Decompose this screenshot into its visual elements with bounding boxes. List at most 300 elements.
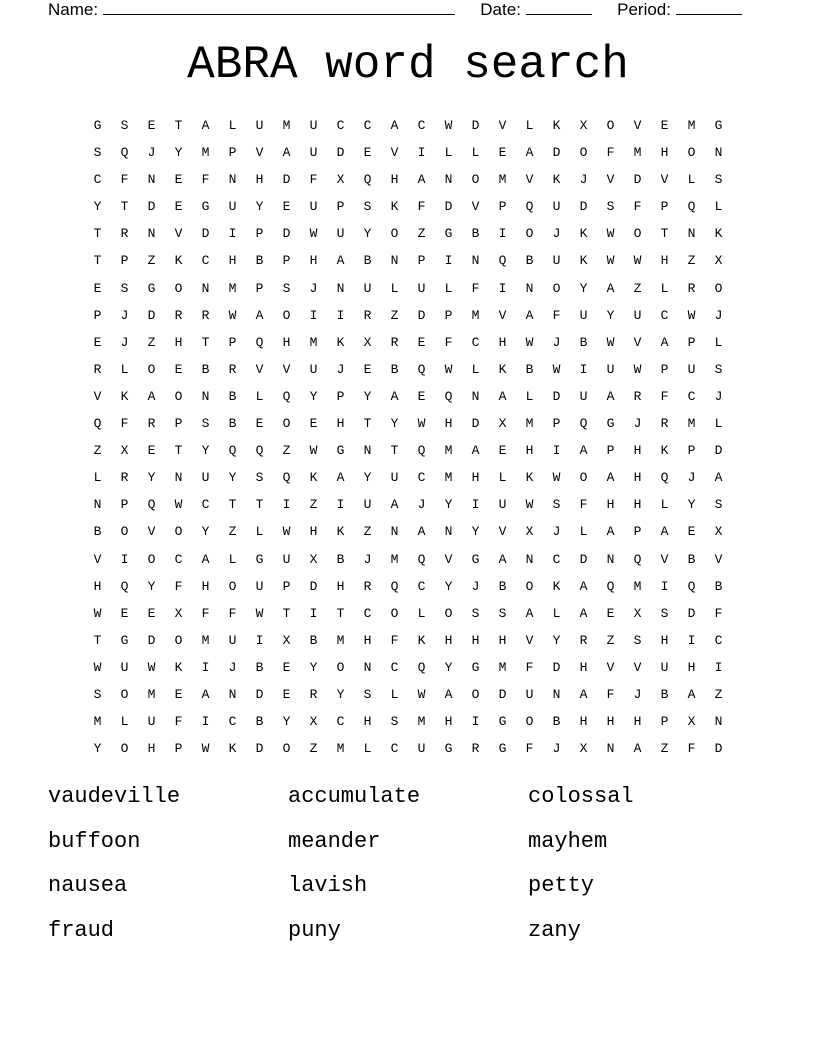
grid-letter[interactable]: D <box>201 226 210 242</box>
grid-letter[interactable]: E <box>363 361 372 377</box>
grid-letter[interactable]: A <box>201 118 210 133</box>
grid-letter[interactable]: D <box>417 307 426 323</box>
grid-letter[interactable]: N <box>687 226 696 242</box>
grid-letter[interactable]: B <box>201 361 210 377</box>
grid-letter[interactable]: A <box>525 605 534 621</box>
grid-letter[interactable]: H <box>444 416 453 432</box>
grid-letter[interactable]: A <box>660 334 669 350</box>
grid-letter[interactable]: L <box>390 280 399 296</box>
grid-letter[interactable]: Y <box>309 388 318 404</box>
grid-letter[interactable]: H <box>660 145 669 161</box>
grid-letter[interactable]: I <box>417 145 426 161</box>
grid-letter[interactable]: F <box>660 388 669 404</box>
grid-letter[interactable]: D <box>552 659 561 675</box>
grid-letter[interactable]: D <box>471 118 480 133</box>
grid-letter[interactable]: C <box>201 497 210 513</box>
grid-letter[interactable]: F <box>687 741 696 757</box>
grid-letter[interactable]: H <box>471 470 480 486</box>
grid-letter[interactable]: Q <box>228 443 237 459</box>
grid-letter[interactable]: Y <box>444 659 453 675</box>
grid-letter[interactable]: V <box>282 361 291 377</box>
grid-letter[interactable]: D <box>255 686 264 702</box>
grid-letter[interactable]: K <box>552 118 561 133</box>
grid-letter[interactable]: U <box>228 632 237 648</box>
grid-letter[interactable]: O <box>579 145 588 161</box>
grid-letter[interactable]: Q <box>255 334 264 350</box>
grid-letter[interactable]: J <box>714 307 723 323</box>
grid-letter[interactable]: L <box>228 551 237 567</box>
grid-letter[interactable]: J <box>363 551 372 567</box>
name-blank[interactable] <box>103 0 455 15</box>
grid-letter[interactable]: L <box>552 605 561 621</box>
grid-letter[interactable]: V <box>606 659 615 675</box>
grid-letter[interactable]: L <box>255 524 264 540</box>
grid-letter[interactable]: K <box>174 253 183 269</box>
grid-letter[interactable]: B <box>228 388 237 404</box>
grid-letter[interactable]: Q <box>93 416 102 432</box>
grid-letter[interactable]: U <box>417 280 426 296</box>
grid-letter[interactable]: B <box>255 714 264 730</box>
grid-letter[interactable]: M <box>309 334 318 350</box>
grid-letter[interactable]: V <box>714 551 723 567</box>
grid-letter[interactable]: H <box>606 714 615 730</box>
grid-letter[interactable]: A <box>498 388 507 404</box>
grid-letter[interactable]: P <box>93 307 102 323</box>
grid-letter[interactable]: D <box>147 199 156 215</box>
grid-letter[interactable]: F <box>606 686 615 702</box>
grid-letter[interactable]: L <box>714 416 723 432</box>
grid-letter[interactable]: I <box>282 497 291 513</box>
grid-letter[interactable]: U <box>147 714 156 730</box>
grid-letter[interactable]: O <box>606 118 615 133</box>
grid-letter[interactable]: Y <box>363 226 372 242</box>
grid-letter[interactable]: D <box>687 605 696 621</box>
grid-letter[interactable]: G <box>120 632 129 648</box>
grid-letter[interactable]: L <box>390 686 399 702</box>
grid-letter[interactable]: A <box>336 470 345 486</box>
grid-letter[interactable]: S <box>606 199 615 215</box>
grid-letter[interactable]: F <box>525 741 534 757</box>
grid-letter[interactable]: N <box>444 172 453 188</box>
grid-letter[interactable]: U <box>633 307 642 323</box>
grid-letter[interactable]: H <box>579 659 588 675</box>
grid-letter[interactable]: B <box>579 334 588 350</box>
grid-letter[interactable]: A <box>579 443 588 459</box>
grid-letter[interactable]: F <box>606 145 615 161</box>
grid-letter[interactable]: A <box>633 741 642 757</box>
grid-letter[interactable]: E <box>282 686 291 702</box>
grid-letter[interactable]: S <box>390 714 399 730</box>
grid-letter[interactable]: W <box>606 334 615 350</box>
grid-letter[interactable]: F <box>174 714 183 730</box>
grid-letter[interactable]: P <box>228 145 237 161</box>
grid-letter[interactable]: A <box>282 145 291 161</box>
grid-letter[interactable]: Q <box>363 172 372 188</box>
grid-letter[interactable]: F <box>417 199 426 215</box>
grid-letter[interactable]: Y <box>687 497 696 513</box>
grid-letter[interactable]: F <box>714 605 723 621</box>
grid-letter[interactable]: U <box>498 497 507 513</box>
grid-letter[interactable]: B <box>660 686 669 702</box>
grid-letter[interactable]: W <box>525 497 534 513</box>
grid-letter[interactable]: H <box>93 578 102 594</box>
grid-letter[interactable]: Q <box>282 388 291 404</box>
grid-letter[interactable]: P <box>255 280 264 296</box>
grid-letter[interactable]: I <box>201 659 210 675</box>
grid-letter[interactable]: A <box>525 145 534 161</box>
grid-letter[interactable]: X <box>174 605 183 621</box>
grid-letter[interactable]: K <box>336 524 345 540</box>
grid-letter[interactable]: Y <box>309 659 318 675</box>
grid-letter[interactable]: H <box>228 253 237 269</box>
grid-letter[interactable]: Y <box>363 388 372 404</box>
grid-letter[interactable]: A <box>390 497 399 513</box>
grid-letter[interactable]: N <box>714 714 723 730</box>
grid-letter[interactable]: D <box>714 443 723 459</box>
grid-letter[interactable]: W <box>93 659 102 675</box>
grid-letter[interactable]: K <box>174 659 183 675</box>
grid-letter[interactable]: L <box>93 470 102 486</box>
grid-letter[interactable]: O <box>525 578 534 594</box>
grid-letter[interactable]: F <box>309 172 318 188</box>
grid-letter[interactable]: D <box>579 551 588 567</box>
grid-letter[interactable]: J <box>687 470 696 486</box>
grid-letter[interactable]: D <box>255 741 264 757</box>
grid-letter[interactable]: Z <box>606 632 615 648</box>
grid-letter[interactable]: E <box>255 416 264 432</box>
grid-letter[interactable]: F <box>201 605 210 621</box>
grid-letter[interactable]: K <box>417 632 426 648</box>
grid-letter[interactable]: H <box>633 714 642 730</box>
grid-letter[interactable]: P <box>255 226 264 242</box>
grid-letter[interactable]: V <box>525 172 534 188</box>
grid-letter[interactable]: G <box>255 551 264 567</box>
grid-letter[interactable]: S <box>633 632 642 648</box>
grid-letter[interactable]: E <box>498 145 507 161</box>
grid-letter[interactable]: S <box>120 280 129 296</box>
grid-letter[interactable]: P <box>606 443 615 459</box>
grid-letter[interactable]: P <box>174 741 183 757</box>
grid-letter[interactable]: N <box>714 145 723 161</box>
grid-letter[interactable]: U <box>552 199 561 215</box>
grid-letter[interactable]: G <box>606 416 615 432</box>
grid-letter[interactable]: L <box>714 334 723 350</box>
grid-letter[interactable]: Y <box>147 470 156 486</box>
grid-letter[interactable]: K <box>228 741 237 757</box>
grid-letter[interactable]: U <box>120 659 129 675</box>
grid-letter[interactable]: N <box>147 226 156 242</box>
grid-letter[interactable]: O <box>714 280 723 296</box>
grid-letter[interactable]: H <box>363 714 372 730</box>
grid-letter[interactable]: P <box>660 361 669 377</box>
grid-letter[interactable]: O <box>174 632 183 648</box>
grid-letter[interactable]: X <box>714 253 723 269</box>
grid-letter[interactable]: G <box>147 280 156 296</box>
grid-letter[interactable]: C <box>660 307 669 323</box>
grid-letter[interactable]: V <box>633 659 642 675</box>
grid-letter[interactable]: E <box>120 605 129 621</box>
grid-letter[interactable]: M <box>687 416 696 432</box>
grid-letter[interactable]: F <box>201 172 210 188</box>
grid-letter[interactable]: F <box>633 199 642 215</box>
grid-letter[interactable]: I <box>444 253 453 269</box>
grid-letter[interactable]: I <box>255 632 264 648</box>
grid-letter[interactable]: U <box>579 388 588 404</box>
grid-letter[interactable]: H <box>255 172 264 188</box>
grid-letter[interactable]: A <box>606 524 615 540</box>
grid-letter[interactable]: I <box>714 659 723 675</box>
grid-letter[interactable]: S <box>552 497 561 513</box>
grid-letter[interactable]: O <box>120 524 129 540</box>
grid-letter[interactable]: M <box>201 145 210 161</box>
grid-letter[interactable]: H <box>444 632 453 648</box>
grid-letter[interactable]: E <box>498 443 507 459</box>
grid-letter[interactable]: H <box>309 524 318 540</box>
grid-letter[interactable]: Q <box>687 578 696 594</box>
grid-letter[interactable]: H <box>390 172 399 188</box>
grid-letter[interactable]: N <box>201 280 210 296</box>
grid-letter[interactable]: X <box>363 334 372 350</box>
grid-letter[interactable]: U <box>309 118 318 133</box>
grid-letter[interactable]: R <box>309 686 318 702</box>
grid-letter[interactable]: L <box>579 524 588 540</box>
grid-letter[interactable]: G <box>714 118 723 133</box>
grid-letter[interactable]: B <box>336 551 345 567</box>
grid-letter[interactable]: P <box>687 443 696 459</box>
grid-letter[interactable]: O <box>390 226 399 242</box>
grid-letter[interactable]: E <box>417 334 426 350</box>
grid-letter[interactable]: P <box>687 334 696 350</box>
grid-letter[interactable]: W <box>525 334 534 350</box>
grid-letter[interactable]: A <box>525 307 534 323</box>
grid-letter[interactable]: R <box>120 226 129 242</box>
grid-letter[interactable]: F <box>120 416 129 432</box>
grid-letter[interactable]: Z <box>390 307 399 323</box>
grid-letter[interactable]: U <box>363 280 372 296</box>
grid-letter[interactable]: N <box>525 551 534 567</box>
grid-letter[interactable]: E <box>147 605 156 621</box>
grid-letter[interactable]: Z <box>714 686 723 702</box>
grid-letter[interactable]: N <box>444 524 453 540</box>
grid-letter[interactable]: X <box>309 714 318 730</box>
grid-letter[interactable]: Z <box>633 280 642 296</box>
grid-letter[interactable]: L <box>471 145 480 161</box>
grid-letter[interactable]: X <box>498 416 507 432</box>
grid-letter[interactable]: L <box>525 118 534 133</box>
grid-letter[interactable]: A <box>687 686 696 702</box>
grid-letter[interactable]: D <box>714 741 723 757</box>
grid-letter[interactable]: I <box>687 632 696 648</box>
grid-letter[interactable]: H <box>525 443 534 459</box>
grid-letter[interactable]: W <box>633 253 642 269</box>
grid-letter[interactable]: I <box>471 497 480 513</box>
grid-letter[interactable]: N <box>363 659 372 675</box>
grid-letter[interactable]: N <box>390 524 399 540</box>
grid-letter[interactable]: N <box>606 741 615 757</box>
grid-letter[interactable]: M <box>93 714 102 730</box>
grid-letter[interactable]: G <box>201 199 210 215</box>
grid-letter[interactable]: A <box>444 686 453 702</box>
grid-letter[interactable]: C <box>714 632 723 648</box>
grid-letter[interactable]: O <box>228 578 237 594</box>
grid-letter[interactable]: Q <box>390 578 399 594</box>
grid-letter[interactable]: O <box>390 605 399 621</box>
grid-letter[interactable]: X <box>120 443 129 459</box>
grid-letter[interactable]: I <box>498 280 507 296</box>
grid-letter[interactable]: E <box>147 443 156 459</box>
grid-letter[interactable]: O <box>552 280 561 296</box>
grid-letter[interactable]: H <box>282 334 291 350</box>
grid-letter[interactable]: C <box>390 741 399 757</box>
grid-letter[interactable]: H <box>633 470 642 486</box>
grid-letter[interactable]: E <box>93 280 102 296</box>
grid-letter[interactable]: O <box>120 686 129 702</box>
grid-letter[interactable]: U <box>525 686 534 702</box>
grid-letter[interactable]: O <box>147 361 156 377</box>
grid-letter[interactable]: M <box>390 551 399 567</box>
grid-letter[interactable]: A <box>417 172 426 188</box>
grid-letter[interactable]: J <box>228 659 237 675</box>
grid-letter[interactable]: W <box>552 470 561 486</box>
grid-letter[interactable]: T <box>174 118 183 133</box>
grid-letter[interactable]: L <box>363 741 372 757</box>
grid-letter[interactable]: B <box>498 578 507 594</box>
grid-letter[interactable]: W <box>417 686 426 702</box>
grid-letter[interactable]: B <box>525 361 534 377</box>
grid-letter[interactable]: A <box>390 388 399 404</box>
grid-letter[interactable]: R <box>363 307 372 323</box>
grid-letter[interactable]: T <box>660 226 669 242</box>
grid-letter[interactable]: P <box>120 253 129 269</box>
grid-letter[interactable]: O <box>687 145 696 161</box>
grid-letter[interactable]: O <box>471 686 480 702</box>
grid-letter[interactable]: C <box>552 551 561 567</box>
grid-letter[interactable]: Q <box>282 470 291 486</box>
grid-letter[interactable]: W <box>417 416 426 432</box>
grid-letter[interactable]: P <box>282 253 291 269</box>
grid-letter[interactable]: D <box>444 199 453 215</box>
grid-letter[interactable]: Y <box>93 741 102 757</box>
grid-letter[interactable]: N <box>336 280 345 296</box>
grid-letter[interactable]: N <box>201 388 210 404</box>
grid-letter[interactable]: B <box>390 361 399 377</box>
grid-letter[interactable]: C <box>174 551 183 567</box>
grid-letter[interactable]: S <box>363 199 372 215</box>
grid-letter[interactable]: D <box>309 578 318 594</box>
grid-letter[interactable]: M <box>498 172 507 188</box>
period-blank[interactable] <box>676 0 742 15</box>
grid-letter[interactable]: E <box>687 524 696 540</box>
grid-letter[interactable]: Y <box>174 145 183 161</box>
grid-letter[interactable]: O <box>633 226 642 242</box>
grid-letter[interactable]: M <box>282 118 291 133</box>
grid-letter[interactable]: Q <box>255 443 264 459</box>
grid-letter[interactable]: L <box>444 280 453 296</box>
grid-letter[interactable]: O <box>336 659 345 675</box>
grid-letter[interactable]: R <box>363 578 372 594</box>
grid-letter[interactable]: P <box>417 253 426 269</box>
grid-letter[interactable]: N <box>606 551 615 567</box>
grid-letter[interactable]: U <box>363 497 372 513</box>
grid-letter[interactable]: C <box>390 659 399 675</box>
grid-letter[interactable]: P <box>174 416 183 432</box>
grid-letter[interactable]: R <box>147 416 156 432</box>
grid-letter[interactable]: V <box>498 307 507 323</box>
grid-letter[interactable]: P <box>552 416 561 432</box>
grid-letter[interactable]: F <box>579 497 588 513</box>
grid-letter[interactable]: A <box>660 524 669 540</box>
grid-letter[interactable]: J <box>417 497 426 513</box>
grid-letter[interactable]: V <box>525 632 534 648</box>
grid-letter[interactable]: S <box>93 686 102 702</box>
grid-letter[interactable]: M <box>633 145 642 161</box>
date-blank[interactable] <box>526 0 592 15</box>
grid-letter[interactable]: Q <box>633 551 642 567</box>
grid-letter[interactable]: K <box>552 172 561 188</box>
grid-letter[interactable]: A <box>201 686 210 702</box>
grid-letter[interactable]: W <box>606 226 615 242</box>
grid-letter[interactable]: L <box>471 361 480 377</box>
grid-letter[interactable]: E <box>660 118 669 133</box>
grid-letter[interactable]: V <box>147 524 156 540</box>
grid-letter[interactable]: H <box>633 497 642 513</box>
grid-letter[interactable]: R <box>579 632 588 648</box>
grid-letter[interactable]: M <box>498 659 507 675</box>
grid-letter[interactable]: U <box>255 578 264 594</box>
grid-letter[interactable]: W <box>687 307 696 323</box>
grid-letter[interactable]: L <box>255 388 264 404</box>
grid-letter[interactable]: V <box>633 334 642 350</box>
grid-letter[interactable]: X <box>714 524 723 540</box>
grid-letter[interactable]: A <box>606 388 615 404</box>
grid-letter[interactable]: G <box>498 714 507 730</box>
grid-letter[interactable]: C <box>336 714 345 730</box>
grid-letter[interactable]: L <box>498 470 507 486</box>
grid-letter[interactable]: O <box>444 605 453 621</box>
grid-letter[interactable]: X <box>282 632 291 648</box>
grid-letter[interactable]: A <box>498 551 507 567</box>
grid-letter[interactable]: V <box>174 226 183 242</box>
grid-letter[interactable]: E <box>606 605 615 621</box>
grid-letter[interactable]: Y <box>201 443 210 459</box>
grid-letter[interactable]: V <box>471 199 480 215</box>
grid-letter[interactable]: M <box>336 632 345 648</box>
grid-letter[interactable]: T <box>120 199 129 215</box>
grid-letter[interactable]: T <box>174 443 183 459</box>
grid-letter[interactable]: A <box>714 470 723 486</box>
grid-letter[interactable]: D <box>147 307 156 323</box>
grid-letter[interactable]: H <box>363 632 372 648</box>
grid-letter[interactable]: S <box>714 172 723 188</box>
grid-letter[interactable]: C <box>201 253 210 269</box>
grid-letter[interactable]: N <box>174 470 183 486</box>
grid-letter[interactable]: H <box>147 741 156 757</box>
grid-letter[interactable]: Q <box>525 199 534 215</box>
grid-letter[interactable]: H <box>471 632 480 648</box>
grid-letter[interactable]: F <box>228 605 237 621</box>
grid-letter[interactable]: Z <box>147 253 156 269</box>
grid-letter[interactable]: I <box>120 551 129 567</box>
grid-letter[interactable]: B <box>255 659 264 675</box>
grid-letter[interactable]: J <box>120 334 129 350</box>
grid-letter[interactable]: B <box>363 253 372 269</box>
grid-letter[interactable]: A <box>255 307 264 323</box>
grid-letter[interactable]: A <box>417 524 426 540</box>
grid-letter[interactable]: Q <box>417 551 426 567</box>
grid-letter[interactable]: D <box>471 416 480 432</box>
grid-letter[interactable]: W <box>633 361 642 377</box>
grid-letter[interactable]: O <box>525 226 534 242</box>
